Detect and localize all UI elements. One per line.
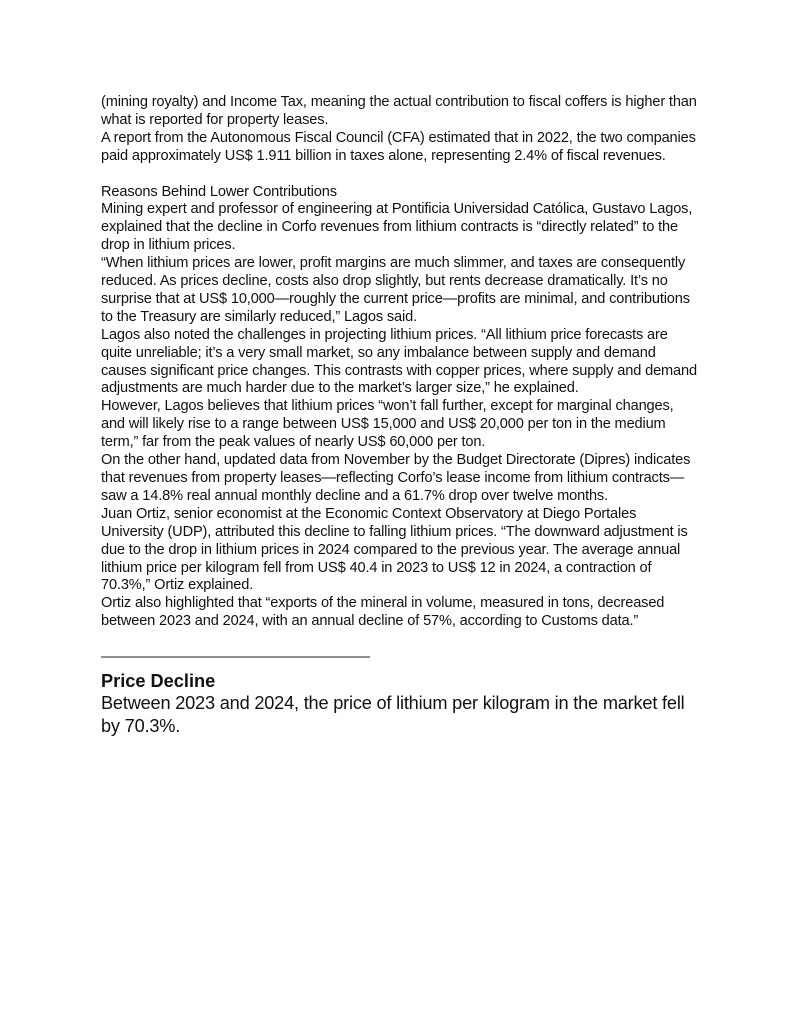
- paragraph-lagos-quote: “When lithium prices are lower, profit margins are much slimmer, and taxes are consequently reduced. As prices decline, costs also drop slightly, but rents decrease dramatically. It’s no surprise that at US$ 10,000—roughly the current price—profits are minimal, and contributions to the Treasury are similarly reduced,” Lagos said.: [101, 255, 690, 325]
- paragraph-intro-2: A report from the Autonomous Fiscal Council (CFA) estimated that in 2022, the two companies paid approximately US$ 1.911 billion in taxes alone, representing 2.4% of fiscal revenues.: [101, 129, 696, 164]
- document-page: [101, 94, 701, 737]
- section-heading: Reasons Behind Lower Contributions: [101, 183, 337, 200]
- callout-box: [101, 670, 701, 737]
- paragraph-exports: Ortiz also highlighted that “exports of the mineral in volume, measured in tons, decreased between 2023 and 2024, with an annual decline of 57%, according to Customs data.”: [101, 595, 665, 630]
- paragraph-spacer: [101, 166, 701, 184]
- paragraph-intro-1: (mining royalty) and Income Tax, meaning the actual contribution to fiscal coffers is higher than what is reported for property leases.: [101, 94, 697, 128]
- paragraph-ortiz-quote: Juan Ortiz, senior economist at the Economic Context Observatory at Diego Portales University (UDP), attributed this decline to falling lithium prices. “The downward adjustment is due to the drop in lithium prices in 2024 compared to the previous year. The average annual lithium price per kilogram fell from US$ 40.4 in 2023 to US$ 12 in 2024, a contraction of 70.3%,” Ortiz explained.: [101, 505, 688, 594]
- callout-title: Price Decline: [101, 671, 216, 692]
- article-body: [101, 94, 701, 631]
- paragraph-dipres-data: On the other hand, updated data from November by the Budget Directorate (Dipres) indicates that revenues from property leases—reflecting Corfo’s lease income from lithium contracts—saw a 14.8% real annual monthly decline and a 61.7% drop over twelve months.: [101, 452, 691, 504]
- paragraph-price-range: However, Lagos believes that lithium prices “won’t fall further, except for marginal changes, and will likely rise to a range between US$ 15,000 and US$ 20,000 per ton in the medium term,” far from the peak values of nearly US$ 60,000 per ton.: [101, 398, 674, 451]
- separator-line: ————————————————————: [101, 649, 369, 666]
- paragraph-lagos-intro: Mining expert and professor of engineering at Pontificia Universidad Católica, Gustavo Lagos, explained that the decline in Corfo revenues from lithium contracts is “directly related” to the drop in lithium prices.: [101, 201, 693, 254]
- paragraph-price-forecast: Lagos also noted the challenges in projecting lithium prices. “All lithium price forecasts are quite unreliable; it’s a very small market, so any imbalance between supply and demand causes significant price changes. This contrasts with copper prices, where supply and demand adjustments are much harder due to the market’s larger size,” he explained.: [101, 326, 697, 397]
- callout-text: Between 2023 and 2024, the price of lithium per kilogram in the market fell by 70.3%.: [101, 693, 685, 736]
